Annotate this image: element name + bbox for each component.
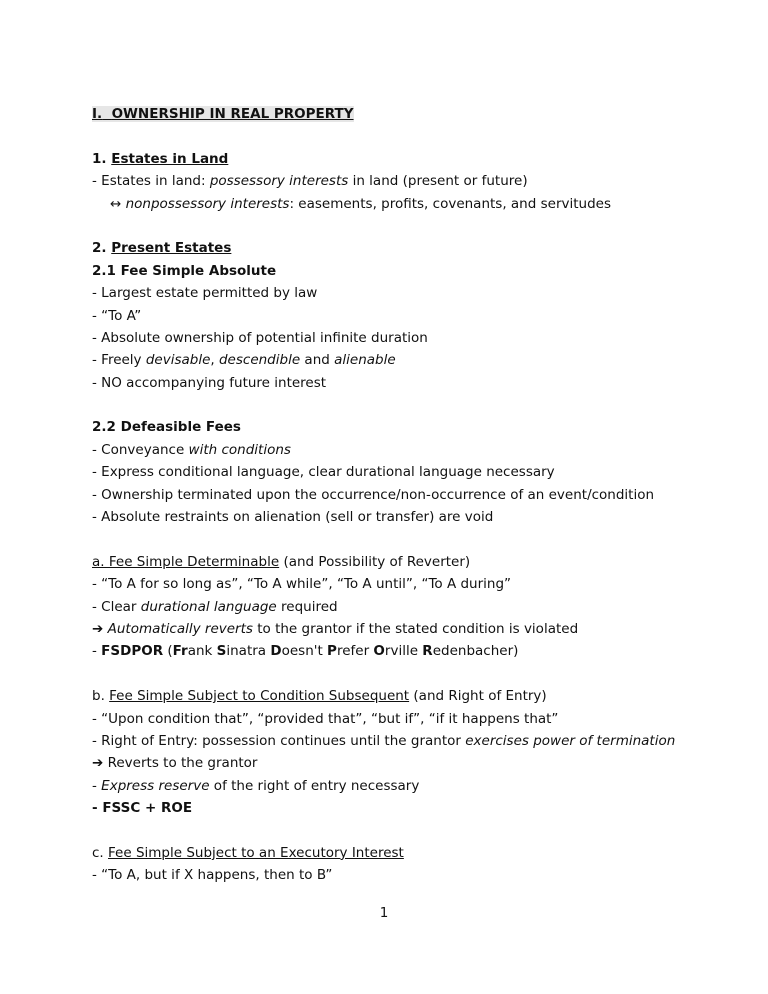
text-line: - Express reserve of the right of entry necessary bbox=[92, 777, 420, 794]
subsection-2-2-title: 2.2 Defeasible Fees bbox=[92, 419, 241, 436]
text-line: - NO accompanying future interest bbox=[92, 374, 327, 391]
text-line: - Freely devisable, descendible and alienable bbox=[92, 352, 396, 369]
mnemonic-line: - FSDPOR (Frank Sinatra Doesn't Prefer Orville Redenbacher) bbox=[92, 643, 519, 660]
section-heading: I. OWNERSHIP IN REAL PROPERTY bbox=[92, 106, 354, 122]
mnemonic-line: - FSSC + ROE bbox=[92, 800, 193, 817]
text-line: - Conveyance with conditions bbox=[92, 441, 291, 458]
section-2-title: 2. Present Estates bbox=[92, 240, 232, 257]
text-line: - Largest estate permitted by law bbox=[92, 285, 318, 302]
section-1-title: 1. Estates in Land bbox=[92, 150, 229, 167]
text-line: ↔ nonpossessory interests: easements, profits, covenants, and servitudes bbox=[110, 195, 611, 212]
subsection-a-title: a. Fee Simple Determinable (and Possibility of Reverter) bbox=[92, 553, 471, 570]
text-line: - “To A” bbox=[92, 307, 142, 324]
text-line: - Clear durational language required bbox=[92, 598, 338, 615]
text-line: - Absolute ownership of potential infinite duration bbox=[92, 329, 428, 346]
subsection-2-1-title: 2.1 Fee Simple Absolute bbox=[92, 262, 277, 279]
text-line: ➔ Reverts to the grantor bbox=[92, 755, 258, 772]
text-line: - “To A for so long as”, “To A while”, “To A until”, “To A during” bbox=[92, 576, 512, 593]
page-number: 1 bbox=[379, 905, 389, 921]
text-line: - “Upon condition that”, “provided that”, “but if”, “if it happens that” bbox=[92, 710, 559, 727]
text-line: - “To A, but if X happens, then to B” bbox=[92, 867, 333, 884]
text-line: - Absolute restraints on alienation (sell or transfer) are void bbox=[92, 509, 494, 526]
text-line: - Right of Entry: possession continues until the grantor exercises power of termination bbox=[92, 732, 676, 749]
text-line: - Estates in land: possessory interests in land (present or future) bbox=[92, 173, 528, 190]
subsection-b-title: b. Fee Simple Subject to Condition Subsequent (and Right of Entry) bbox=[92, 688, 547, 705]
text-line: - Express conditional language, clear durational language necessary bbox=[92, 464, 555, 481]
text-line: - Ownership terminated upon the occurrence/non-occurrence of an event/condition bbox=[92, 486, 655, 503]
text-line: ➔ Automatically reverts to the grantor if the stated condition is violated bbox=[92, 620, 579, 637]
subsection-c-title: c. Fee Simple Subject to an Executory Interest bbox=[92, 844, 404, 861]
document-body bbox=[92, 103, 682, 887]
